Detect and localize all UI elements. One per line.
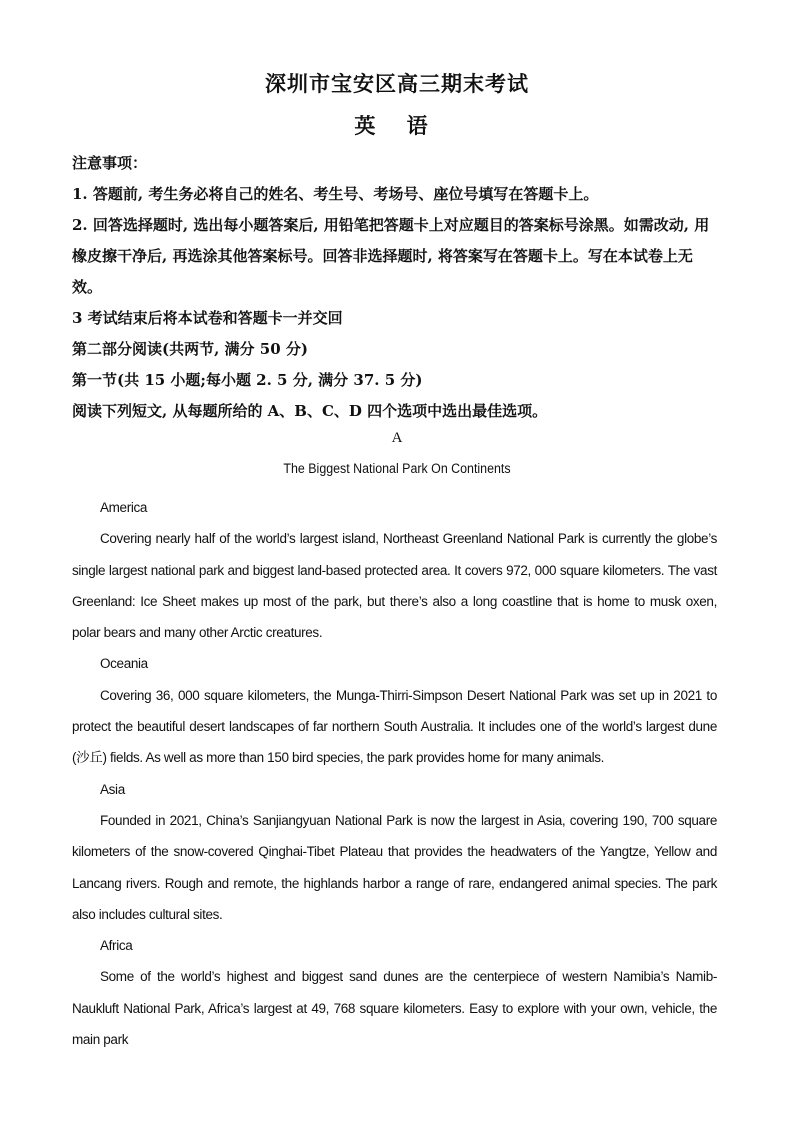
passage-letter: A bbox=[391, 430, 403, 446]
region-heading: Africa bbox=[100, 938, 133, 954]
note-item-3: 3 考试结束后将本试卷和答题卡一并交回 bbox=[72, 309, 343, 327]
exam-title: 深圳市宝安区高三期末考试 bbox=[265, 71, 529, 96]
paragraph: Founded in 2021, China’s Sanjiangyuan National Park is now the largest in Asia, covering 190, 700 square kilometers of the snow-covered Qinghai-Tibet Plateau that provides the headwaters of the Yangtze, Yellow and Lancang rivers. Rough and remote, the highlands harbor a range of rare, endangered animal species. The park also includes cultural sites. bbox=[72, 812, 717, 922]
subject-title: 英 语 bbox=[354, 113, 440, 138]
passage-title: The Biggest National Park On Continents bbox=[283, 461, 511, 476]
notes-heading: 注意事项： bbox=[72, 154, 148, 172]
region-heading: Oceania bbox=[100, 656, 148, 672]
region-heading: Asia bbox=[100, 781, 125, 797]
note-item-1: 1. 答题前, 考生务必将自己的姓名、考生号、考场号、座位号填写在答题卡上。 bbox=[72, 185, 599, 203]
paragraph: Covering nearly half of the world’s largest island, Northeast Greenland National Park is currently the globe’s single largest national park and biggest land-based protected area. It covers 972, 000 square kilometers. The vast Greenland: Ice Sheet makes up most of the park, but there’s also a long coastline that is home to musk oxen, polar bears and many other Arctic creatures. bbox=[72, 531, 717, 641]
part-heading: 第二部分阅读(共两节, 满分 50 分) bbox=[72, 340, 308, 358]
reading-instruction: 阅读下列短文, 从每题所给的 A、B、C、D 四个选项中选出最佳选项。 bbox=[72, 402, 548, 420]
note-item-2: 2. 回答选择题时, 选出每小题答案后, 用铅笔把答题卡上对应题目的答案标号涂黑。如需改动, 用橡皮擦干净后, 再选涂其他答案标号。回答非选择题时, 将答案写在答题卡上。写在本试卷上无效。 bbox=[72, 216, 710, 296]
exam-notes bbox=[72, 148, 722, 427]
paragraph: Some of the world’s highest and biggest sand dunes are the centerpiece of western Namibia’s Namib-Naukluft National Park, Africa’s largest at 49, 768 square kilometers. Easy to explore with your own, vehicle, the main park bbox=[72, 969, 717, 1048]
region-heading: America bbox=[100, 500, 148, 515]
section-heading: 第一节(共 15 小题;每小题 2. 5 分, 满分 37. 5 分) bbox=[72, 371, 423, 389]
passage-body bbox=[72, 492, 717, 1055]
paragraph: Covering 36, 000 square kilometers, the Munga-Thirri-Simpson Desert National Park was set up in 2021 to protect the beautiful desert landscapes of far northern South Australia. It includes one of the world’s largest dune (沙丘) fields. As well as more than 150 bird species, the park provides home for many animals. bbox=[72, 687, 717, 766]
